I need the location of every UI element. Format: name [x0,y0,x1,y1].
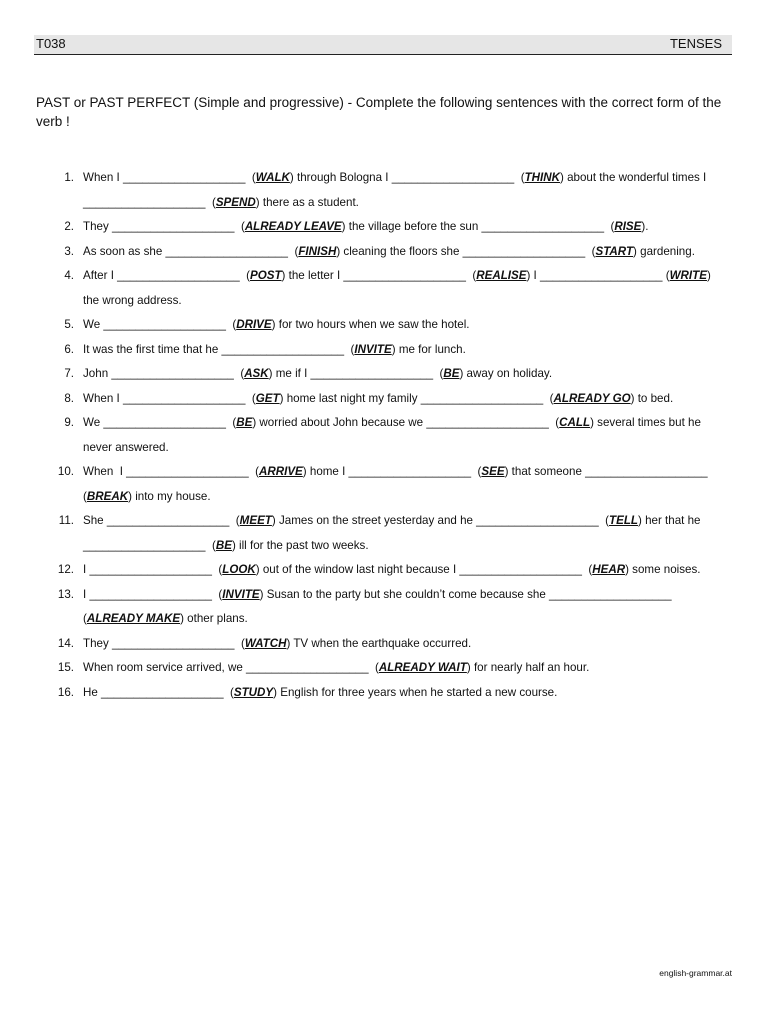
item-number: 3. [64,244,74,258]
item-number: 11. [58,514,74,527]
sentence-text: He ___________________ ( [83,685,234,699]
sentence-text: ) home I ___________________ ( [302,465,482,478]
verb-prompt: RISE [614,220,642,233]
sentence-text: When I ___________________ ( [83,465,259,478]
sentence-text: ) ill for the past two weeks. [231,538,369,552]
sentence-text: ) Susan to the party but she couldn’t come because she ___________________ ( [83,587,675,625]
exercise-item [0,264,768,313]
item-number: 5. [64,318,74,331]
verb-prompt: POST [249,269,282,282]
sentence-text: When room service arrived, we ___________________ ( [83,661,379,674]
sentence-text: ) her that he ___________________ ( [83,514,704,552]
verb-prompt: BE [236,416,253,429]
header-bar [34,35,732,55]
exercise-item [0,656,768,681]
sentence-text: We ___________________ ( [83,416,237,429]
exercise-item [0,240,768,265]
sentence-text: ) English for three years when he started a new course. [273,685,558,699]
verb-prompt: MEET [239,514,272,527]
sentence-text: ) cleaning the floors she ___________________ ( [336,244,596,258]
sentence-text: ) the letter I ___________________ ( [281,269,477,282]
verb-prompt: BREAK [86,489,129,503]
sentence-text: ) home last night my family ___________________ ( [279,391,554,405]
item-number: 9. [64,416,74,429]
verb-prompt: GET [255,391,280,405]
sentence-text: ) there as a student. [255,195,359,209]
sentence-text: They ___________________ ( [83,636,245,650]
sentence-text: ) through Bologna I ___________________ ( [289,171,525,184]
verb-prompt: WRITE [669,269,707,282]
sentence-text: ) some noises. [625,563,701,576]
item-number: 10. [57,465,74,478]
exercise-item [0,583,768,632]
verb-prompt: WALK [255,171,290,184]
sentence-text: ) to bed. [630,391,674,405]
verb-prompt: WATCH [244,636,287,650]
verb-prompt: INVITE [222,587,260,601]
verb-prompt: HEAR [592,563,626,576]
sentence-text: ) the village before the sun ___________________ ( [341,220,615,233]
item-number: 12. [57,563,74,576]
sentence-text: ) me if I ___________________ ( [268,367,444,380]
verb-prompt: FINISH [298,244,337,258]
verb-prompt: ALREADY MAKE [86,612,181,625]
sentence-text: ) for nearly half an hour. [466,661,590,674]
sentence-text: After I ___________________ ( [83,269,250,282]
sentence-text: ) out of the window last night because I ___________________ ( [255,563,593,576]
worksheet-code: T038 [36,36,66,51]
exercise-item [0,558,768,583]
item-number: 15. [57,661,74,674]
sentence-text: ) that someone ___________________ ( [83,465,715,503]
exercise-item [0,411,768,460]
sentence-text: When I ___________________ ( [83,171,256,184]
item-number: 13. [57,587,74,601]
verb-prompt: INVITE [354,342,392,356]
sentence-text: ) other plans. [180,612,248,625]
exercise-item [0,166,768,215]
exercise-item [0,460,768,509]
verb-prompt: ASK [244,367,269,380]
sentence-text: I ___________________ ( [83,563,223,576]
exercise-list [0,166,768,705]
item-number: 8. [64,391,74,405]
item-number: 6. [64,342,74,356]
sentence-text: ) for two hours when we saw the hotel. [271,318,470,331]
verb-prompt: REALISE [476,269,527,282]
exercise-item [0,509,768,558]
exercise-item [0,632,768,657]
sentence-text: They ___________________ ( [83,220,245,233]
worksheet-topic: TENSES [669,36,722,51]
verb-prompt: ARRIVE [258,465,303,478]
sentence-text: ) James on the street yesterday and he ___________________ ( [271,514,609,527]
sentence-text: ) I ___________________ ( [526,269,670,282]
verb-prompt: BE [215,538,232,552]
sentence-text: She ___________________ ( [83,514,240,527]
verb-prompt: LOOK [222,563,256,576]
exercise-item [0,313,768,338]
sentence-text: We ___________________ ( [83,318,237,331]
exercise-item [0,387,768,412]
sentence-text: ) the wrong address. [83,269,715,307]
sentence-text: ). [641,220,649,233]
verb-prompt: CALL [559,416,591,429]
exercise-item [0,681,768,706]
exercise-item [0,215,768,240]
exercise-item [0,362,768,387]
item-number: 1. [64,171,74,184]
item-number: 14. [57,636,74,650]
item-number: 16. [57,685,74,699]
verb-prompt: SPEND [215,195,256,209]
sentence-text: ) me for lunch. [391,342,466,356]
sentence-text: ) TV when the earthquake occurred. [286,636,472,650]
verb-prompt: ALREADY WAIT [378,661,467,674]
verb-prompt: BE [443,367,460,380]
sentence-text: John ___________________ ( [83,367,245,380]
verb-prompt: START [595,244,634,258]
sentence-text: When I ___________________ ( [83,391,256,405]
sentence-text: I ___________________ ( [83,587,223,601]
sentence-text: ) away on holiday. [459,367,553,380]
verb-prompt: TELL [609,514,638,527]
verb-prompt: ALREADY GO [553,391,631,405]
sentence-text: As soon as she ___________________ ( [83,244,299,258]
sentence-text: ) gardening. [633,244,695,258]
verb-prompt: ALREADY LEAVE [244,220,342,233]
footer-source: english-grammar.at [659,968,732,978]
sentence-text: ) about the wonderful times I ___________________ ( [83,171,710,209]
sentence-text: ) into my house. [128,489,211,503]
verb-prompt: THINK [524,171,560,184]
sentence-text: ) worried about John because we ___________________ ( [252,416,560,429]
exercise-item [0,338,768,363]
instructions: PAST or PAST PERFECT (Simple and progressive) - Complete the following sentences with the correct form of the verb ! [36,95,722,129]
item-number: 7. [64,367,74,380]
sentence-text: ) several times but he never answered. [83,416,705,454]
verb-prompt: STUDY [233,685,274,699]
sentence-text: It was the first time that he ___________________ ( [83,342,355,356]
item-number: 2. [64,220,74,233]
verb-prompt: DRIVE [236,318,272,331]
verb-prompt: SEE [481,465,505,478]
item-number: 4. [64,269,74,282]
